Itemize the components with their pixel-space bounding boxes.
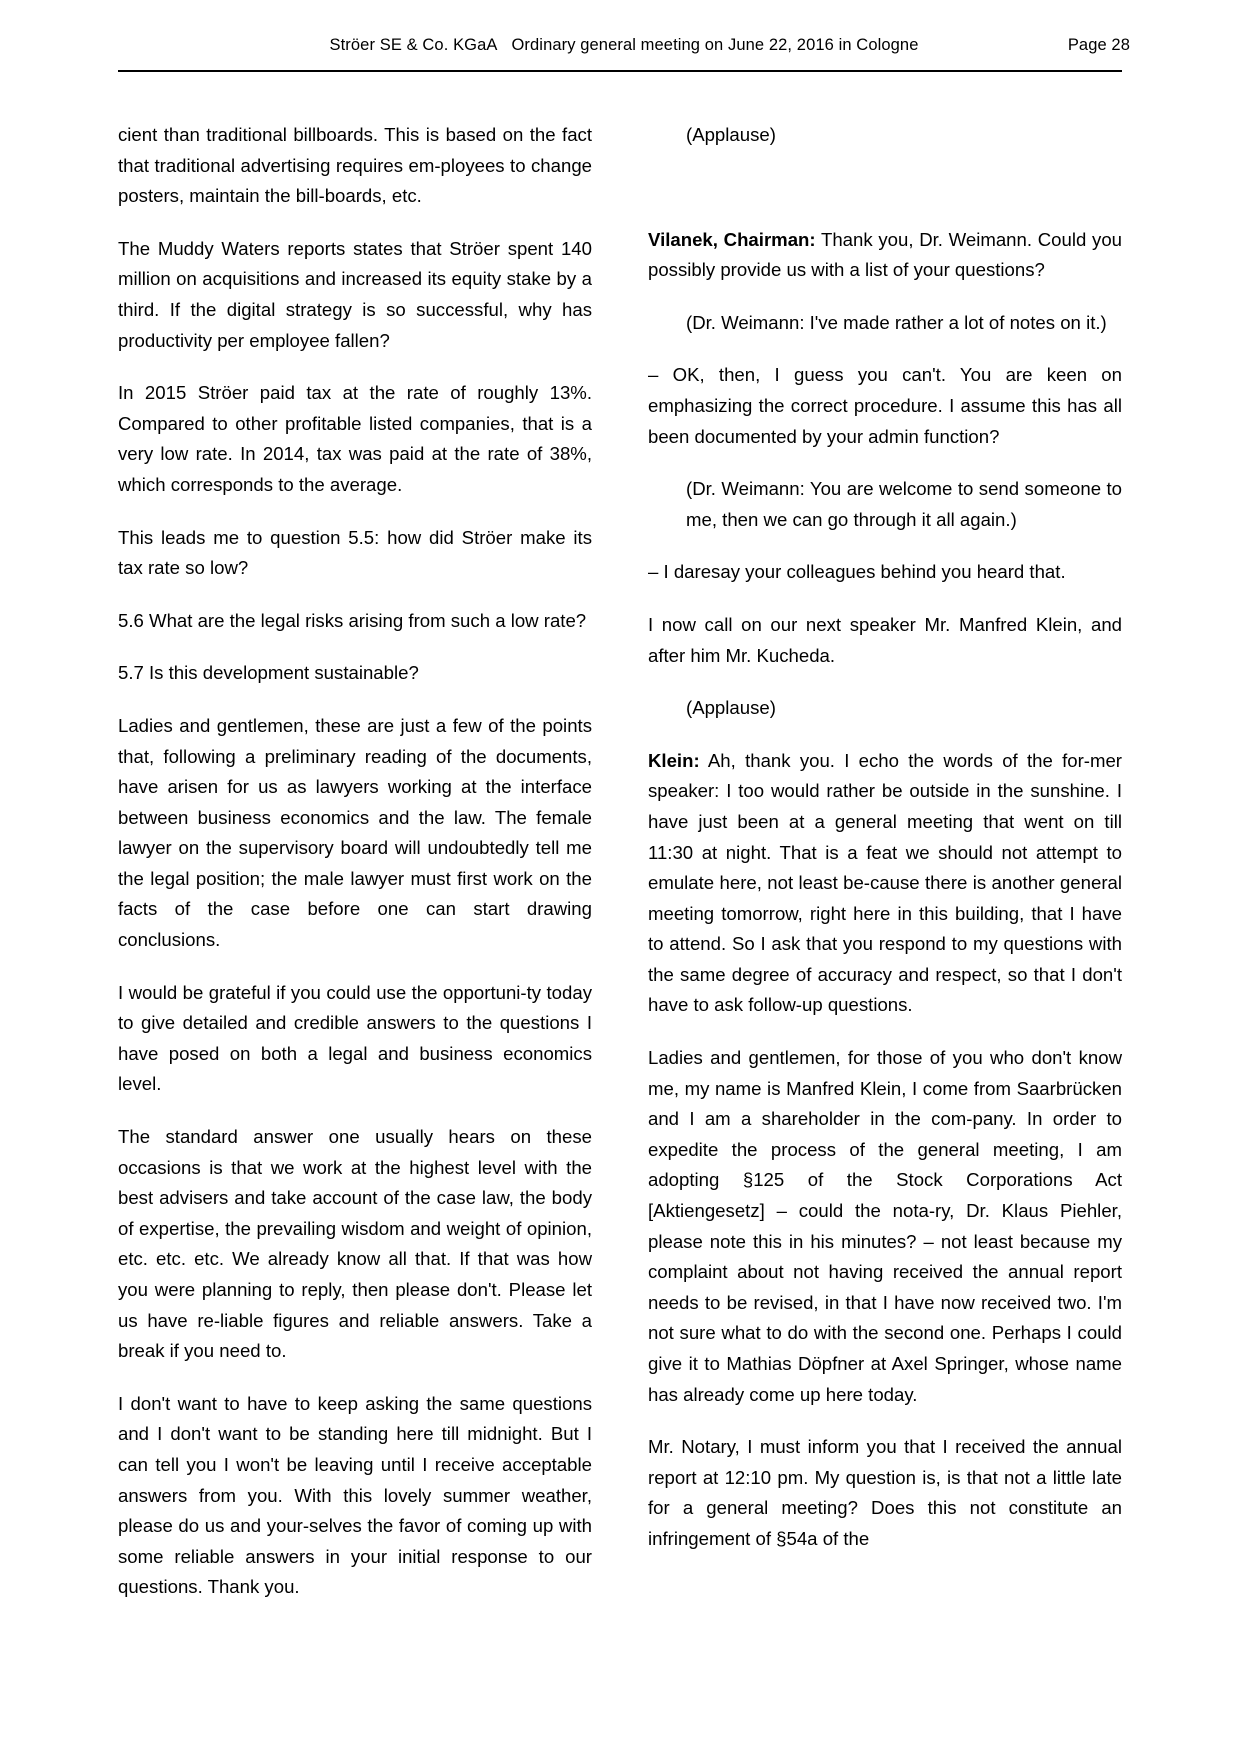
paragraph: 5.7 Is this development sustainable? — [118, 662, 419, 684]
speaker-paragraph-vilanek — [648, 225, 1122, 286]
running-header — [118, 36, 1130, 66]
right-column — [648, 120, 1122, 1625]
paragraph: Ladies and gentlemen, for those of you who don't know me, my name is Manfred Klein, I come from Saarbrücken and I am a shareholder in the com-pany. In order to expedite the process of the general meeting, I am adopting §125 of the Stock Corporations Act [Aktiengesetz] – could the nota-ry, Dr. Klaus Piehler, please note this in his minutes? – not least because my complaint about not having received the annual report needs to be revised, in that I have now received two. I'm not sure what to do with the second one. Perhaps I could give it to Mathias Döpfner at Axel Springer, whose name has already come up here today. — [648, 1047, 1122, 1405]
header-page-number: Page 28 — [1067, 36, 1130, 54]
two-column-body — [118, 120, 1122, 1625]
header-meeting: Ordinary general meeting on June 22, 2016 in Cologne — [511, 36, 919, 54]
paragraph: 5.6 What are the legal risks arising from such a low rate? — [118, 609, 587, 631]
speaker-paragraph-klein — [648, 746, 1122, 1021]
interjection-note: (Dr. Weimann: You are welcome to send someone to me, then we can go through it all again.) — [686, 478, 1122, 530]
paragraph: – I daresay your colleagues behind you heard that. — [648, 561, 1066, 583]
header-company: Ströer SE & Co. KGaA — [329, 36, 498, 54]
header-center-text — [330, 36, 919, 55]
vertical-spacer — [648, 173, 1122, 225]
paragraph: I would be grateful if you could use the opportuni-ty today to give detailed and credible answers to the questions I have posed on both a legal and business economics level. — [118, 981, 592, 1095]
paragraph: cient than traditional billboards. This is based on the fact that traditional advertising requires em-ployees to change posters, maintain the bill-boards, etc. — [118, 124, 592, 207]
paragraph: The Muddy Waters reports states that Ströer spent 140 million on acquisitions and increased its equity stake by a third. If the digital strategy is so successful, why has productivity per employee fallen? — [118, 237, 592, 351]
paragraph: Mr. Notary, I must inform you that I received the annual report at 12:10 pm. My question is, is that not a little late for a general meeting? Does this not constitute an infringement of §54a of the — [648, 1436, 1122, 1549]
interjection-note: (Dr. Weimann: I've made rather a lot of notes on it.) — [686, 311, 1107, 333]
applause-note: (Applause) — [686, 124, 776, 145]
paragraph: The standard answer one usually hears on these occasions is that we work at the highest level with the best advisers and take account of the case law, the body of expertise, the prevailing wisdom and weight of opinion, etc. etc. etc. We already know all that. If that was how you were planning to reply, then please don't. Please let us have re-liable figures and reliable answers. Take a break if you need to. — [118, 1126, 592, 1362]
paragraph: I don't want to have to keep asking the same questions and I don't want to be standing here till midnight. But I can tell you I won't be leaving until I receive acceptable answers from you. With this lovely summer weather, please do us and your-selves the favor of coming up with some reliable answers in your initial response to our questions. Thank you. — [118, 1392, 592, 1598]
paragraph: I now call on our next speaker Mr. Manfred Klein, and after him Mr. Kucheda. — [648, 613, 1122, 666]
paragraph: This leads me to question 5.5: how did Ströer make its tax rate so low? — [118, 526, 592, 579]
speaker-text: Thank you, Dr. Weimann. Could you possibly provide us with a list of your questions? — [648, 228, 1123, 281]
speaker-text: Ah, thank you. I echo the words of the for-mer speaker: I too would rather be outside in the sunshine. I have just been at a general meeting that went on till 11:30 at night. That is a feat we should not attempt to emulate here, not least be-cause there is another general meeting tomorrow, right here in this building, that I have to attend. So I ask that you respond to my questions with the same degree of accuracy and respect, so that I don't have to ask follow-up questions. — [648, 749, 1122, 1016]
paragraph: In 2015 Ströer paid tax at the rate of roughly 13%. Compared to other profitable listed companies, that is a very low rate. In 2014, tax was paid at the rate of 38%, which corresponds to the average. — [118, 382, 592, 495]
header-divider — [118, 70, 1122, 72]
paragraph: – OK, then, I guess you can't. You are keen on emphasizing the correct procedure. I assume this has all been documented by your admin function? — [648, 364, 1122, 447]
paragraph: Ladies and gentlemen, these are just a few of the points that, following a preliminary reading of the documents, have arisen for us as lawyers working at the interface between business economics and the law. The female lawyer on the supervisory board will undoubtedly tell me the legal position; the male lawyer must first work on the facts of the case before one can start drawing conclusions. — [118, 714, 592, 951]
speaker-name: Vilanek, Chairman: — [648, 228, 816, 250]
applause-note: (Applause) — [686, 697, 776, 719]
speaker-name: Klein: — [648, 749, 700, 771]
left-column — [118, 120, 592, 1625]
